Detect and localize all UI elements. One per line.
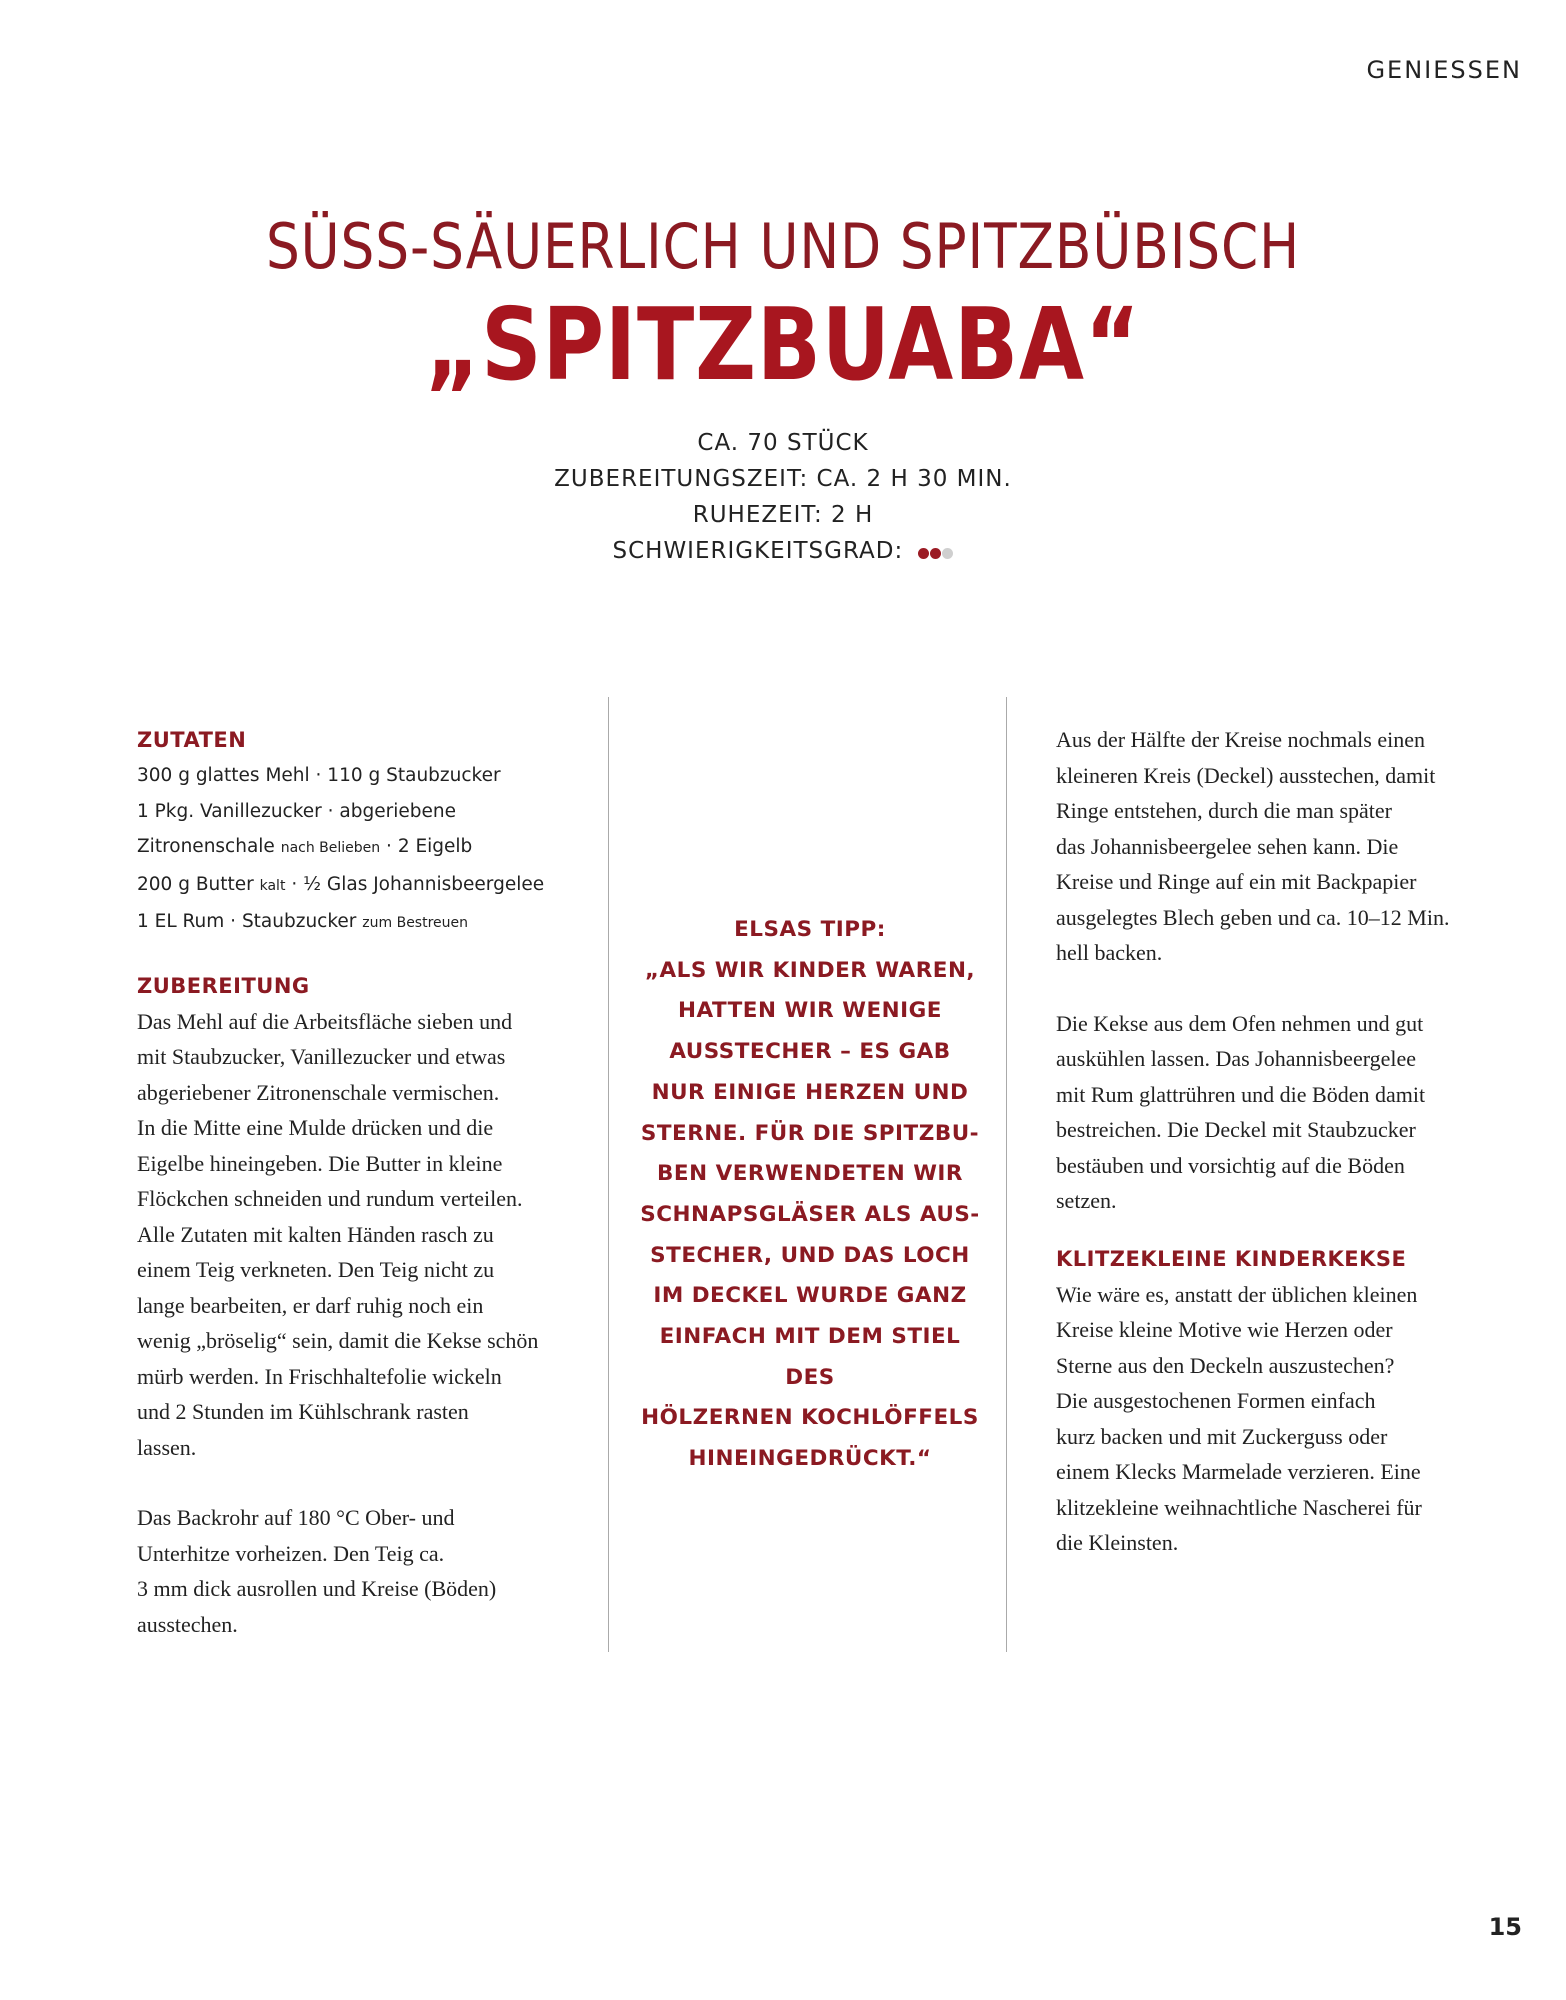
ingredient-line: Zitronenschale nach Belieben · 2 Eigelb (137, 836, 473, 857)
difficulty-label: SCHWIERIGKEITSGRAD: (612, 538, 904, 564)
preparation-text-2: Das Backrohr auf 180 °C Ober- und Unterhitze vorheizen. Den Teig ca. 3 mm dick ausrollen und Kreise (Böden) ausstechen. (137, 1505, 497, 1637)
elsas-tip: ELSAS TIPP: „ALS WIR KINDER WAREN, HATTEN WIR WENIGE AUSSTECHER – ES GAB NUR EINIGE HERZEN UND STERNE. FÜR DIE SPITZBU- BEN VERWENDETEN WIR SCHNAPSGLÄSER ALS AUS- STECHER, UND DAS LOCH IM DECKEL WURDE GANZ EINFACH MIT DEM STIEL DES HÖLZERNEN KOCHLÖFFELS HINEINGEDRÜCKT.“ (640, 917, 980, 1472)
difficulty-dot-empty (942, 548, 953, 559)
difficulty (0, 533, 1566, 570)
ingredient-line: 300 g glattes Mehl · 110 g Staubzucker (137, 765, 501, 786)
column-divider-left (608, 697, 609, 1652)
preparation-text-1: Das Mehl auf die Arbeitsfläche sieben und mit Staubzucker, Vanillezucker und etwas abgeriebener Zitronenschale vermischen. In die Mitte eine Mulde drücken und die Eigelbe hineingeben. Die Butter in kleine Flöckchen schneiden und rundum verteilen. Alle Zutaten mit kalten Händen rasch zu einem Teig verkneten. Den Teig nicht zu lange bearbeiten, er darf ruhig noch ein wenig „bröselig“ sein, damit die Kekse schön mürb werden. In Frischhaltefolie wickeln und 2 Stunden im Kühlschrank rasten lassen. (137, 1008, 539, 1460)
column-divider-right (1006, 697, 1007, 1652)
kids-text: Wie wäre es, anstatt der üblichen kleinen Kreise kleine Motive wie Herzen oder Sterne aus den Deckeln auszustechen? Die ausgestochenen Formen einfach kurz backen und mit Zuckerguss oder einem Klecks Marmelade verzieren. Eine klitzekleine weihnachtliche Nascherei für die Kleinsten. (1056, 1281, 1422, 1555)
difficulty-dot-filled (918, 548, 929, 559)
recipe-title: „SPITZBUABA“ (425, 286, 1141, 403)
ingredient-line: 1 Pkg. Vanillezucker · abgeriebene (137, 800, 456, 822)
preparation-heading: ZUBEREITUNG (137, 973, 310, 998)
recipe-meta (0, 425, 1566, 570)
preparation-text-3: Aus der Hälfte der Kreise nochmals einen kleineren Kreis (Deckel) ausstechen, damit Ringe entstehen, durch die man später das Johannisbeergelee sehen kann. Die Kreise und Ringe auf ein mit Backpapier ausgelegtes Blech geben und ca. 10–12 Min. hell backen. (1056, 727, 1450, 965)
preparation-text-4: Die Kekse aus dem Ofen nehmen und gut auskühlen lassen. Das Johannisbeergelee mit Rum glattrühren und die Böden damit bestreichen. Die Deckel mit Staubzucker bestäuben und vorsichtig auf die Böden setzen. (1056, 1010, 1426, 1213)
ingredient-line: 1 EL Rum · Staubzucker zum Bestreuen (137, 911, 469, 932)
difficulty-dot-filled (930, 548, 941, 559)
left-column (137, 722, 597, 1642)
ingredients-heading: ZUTATEN (137, 728, 247, 752)
page-number: 15 (1488, 1913, 1522, 1941)
yield: CA. 70 STÜCK (697, 430, 869, 456)
prep-time: ZUBEREITUNGSZEIT: CA. 2 H 30 MIN. (554, 466, 1012, 492)
ingredient-line: 200 g Butter kalt · ½ Glas Johannisbeergelee (137, 873, 545, 895)
section-label: GENIESSEN (1366, 56, 1522, 84)
rest-time: RUHEZEIT: 2 H (692, 502, 874, 528)
difficulty-rating (918, 534, 954, 570)
kids-heading: KLITZEKLEINE KINDERKEKSE (1056, 1246, 1407, 1271)
right-column (1056, 722, 1526, 1561)
ingredients-list (137, 758, 597, 942)
recipe-kicker: SÜSS-SÄUERLICH UND SPITZBÜBISCH (265, 210, 1301, 283)
